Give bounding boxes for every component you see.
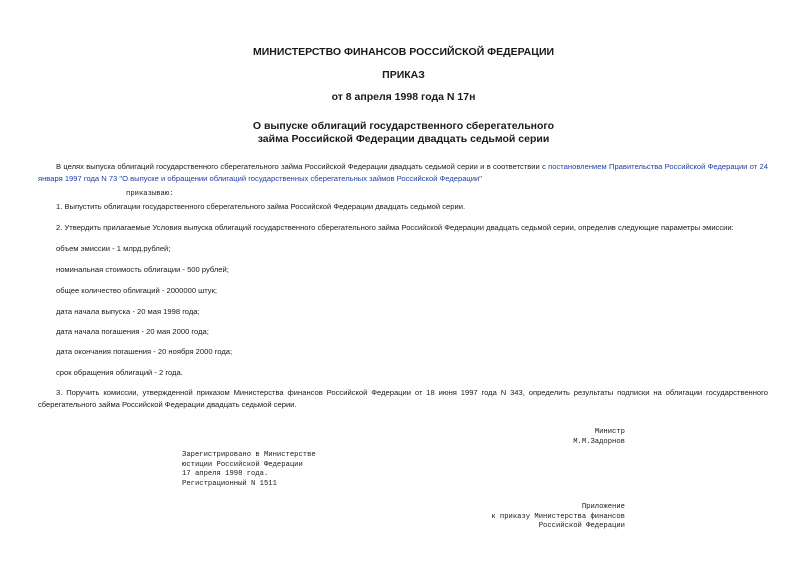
preamble-paragraph (38, 161, 768, 185)
doc-type-heading: ПРИКАЗ (382, 69, 425, 81)
param-quantity: общее количество облигаций - 2000000 штук; (56, 286, 218, 295)
signature-role: Министр (594, 428, 625, 436)
param-redemption-start: дата начала погашения - 20 мая 2000 года; (56, 327, 209, 336)
order-word: приказываю: (126, 190, 174, 198)
appendix-line-1: Приложение (581, 503, 625, 511)
preamble-text: В целях выпуска облигаций государственного сберегательного займа Российской Федерации двадцать седьмой серии и в соответствии с (56, 162, 549, 171)
title-line-2: займа Российской Федерации двадцать седьмой серии (257, 133, 550, 145)
appendix-line-2: к приказу Министерства финансов (491, 512, 625, 521)
param-volume: объем эмиссии - 1 млрд.рублей; (56, 244, 171, 253)
param-nominal: номинальная стоимость облигации - 500 рублей; (56, 265, 229, 274)
title-line-1: О выпуске облигаций государственного сберегательного (252, 120, 555, 132)
param-issue-start: дата начала выпуска - 20 мая 1998 года; (56, 307, 200, 316)
registration-line-4: Регистрационный N 1511 (182, 479, 277, 488)
ministry-heading: МИНИСТЕРСТВО ФИНАНСОВ РОССИЙСКОЙ ФЕДЕРАЦИИ (252, 46, 555, 58)
signature-name: М.М.Задорнов (573, 437, 625, 446)
item-2: 2. Утвердить прилагаемые Условия выпуска облигаций государственного сберегательного займа Российской Федерации двадцать седьмой серии, определив следующие параметры эмиссии: (56, 223, 734, 232)
signature-block (520, 428, 625, 447)
registration-line-2: юстиции Российской Федерации (182, 460, 303, 469)
registration-line-3: 17 апреля 1998 года. (182, 470, 269, 478)
registration-block (182, 451, 316, 489)
param-term: срок обращения облигаций - 2 года. (56, 368, 183, 377)
date-number-heading: от 8 апреля 1998 года N 17н (331, 91, 476, 103)
item-3: 3. Поручить комиссии, утвержденной приказом Министерства финансов Российской Федерации от 18 июня 1997 года N 343, определить результаты подписки на облигации государственного сберегательного займа Российской Федерации двадцать седьмой серии. (38, 388, 768, 409)
param-redemption-end: дата окончания погашения - 20 ноября 2000 года; (56, 347, 233, 356)
appendix-line-3: Российской Федерации (538, 522, 625, 530)
appendix-block (470, 503, 625, 532)
government-decree-link[interactable]: постановлением Правительства Российской Федерации от 24 января 1997 года N 73 "О выпуске и обращении облигаций государственных сберегательных займов Российской Федерации" (38, 162, 768, 183)
item-1: 1. Выпустить облигации государственного сберегательного займа Российской Федерации двадцать седьмой серии. (56, 202, 466, 211)
registration-line-1: Зарегистрировано в Министерстве (182, 451, 316, 459)
